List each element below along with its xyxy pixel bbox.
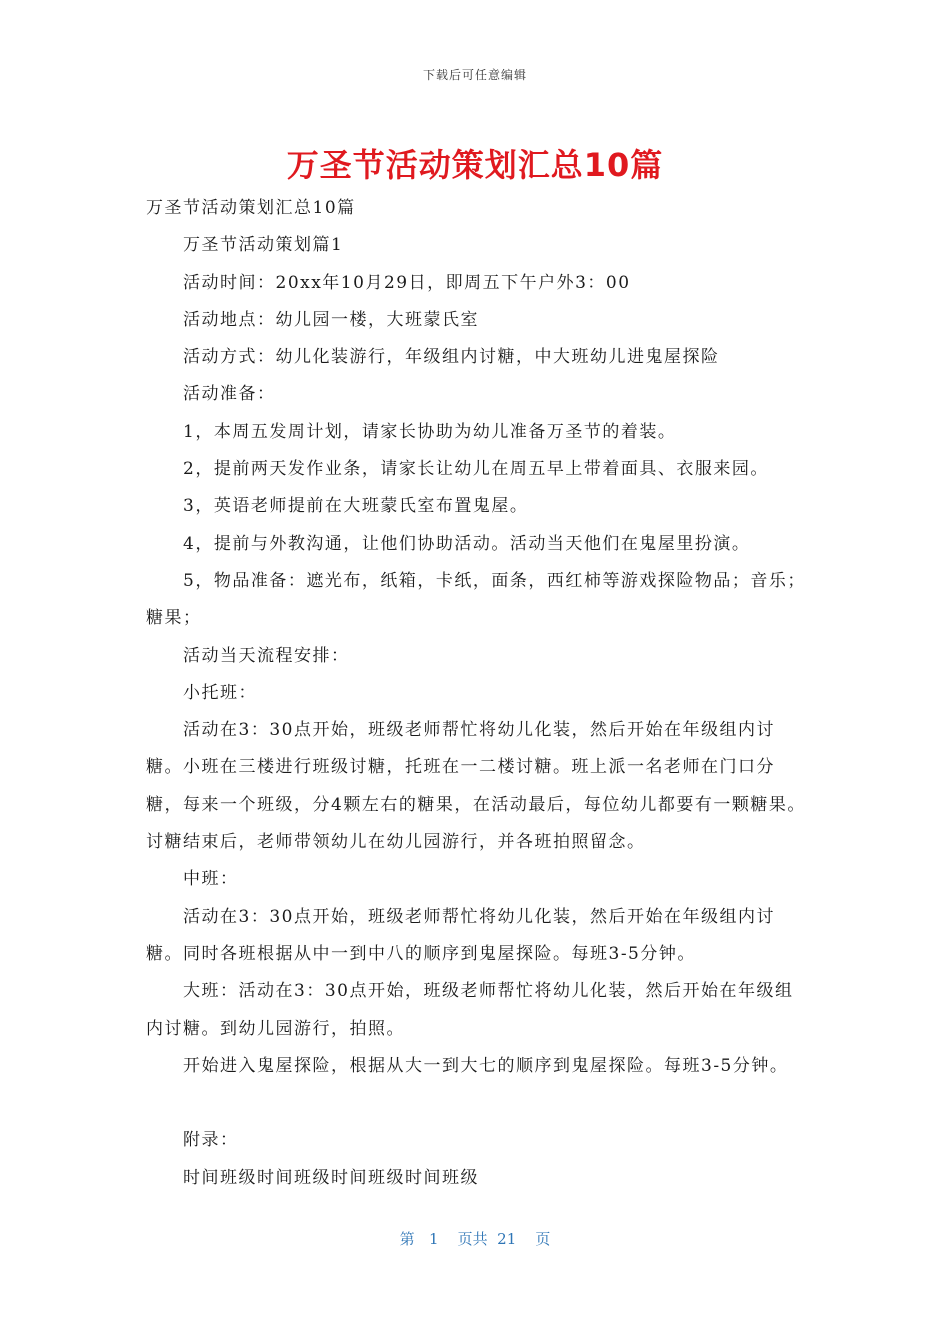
paragraph: 活动准备： <box>183 384 276 405</box>
header-note: 下载后可任意编辑 <box>422 68 527 82</box>
paragraph: 3，英语老师提前在大班蒙氏室布置鬼屋。 <box>183 496 529 517</box>
document-body <box>146 190 806 1197</box>
page-footer <box>0 1228 950 1249</box>
paragraph: 1，本周五发周计划，请家长协助为幼儿准备万圣节的着装。 <box>183 421 677 442</box>
paragraph: 时间班级时间班级时间班级时间班级 <box>183 1167 479 1188</box>
paragraph: 附录： <box>183 1130 239 1151</box>
footer-mid: 页共 <box>457 1230 488 1248</box>
paragraph: 活动在3：30点开始，班级老师帮忙将幼儿化装，然后开始在年级组内讨糖。小班在三楼进行班级讨糖，托班在一二楼讨糖。班上派一名老师在门口分糖，每来一个班级，分4颗左右的糖果，在活动最后，每位幼儿都要有一颗糖果。讨糖结束后，老师带领幼儿在幼儿园游行，并各班拍照留念。 <box>146 720 806 853</box>
paragraph: 活动在3：30点开始，班级老师帮忙将幼儿化装，然后开始在年级组内讨糖。同时各班根据从中一到中八的顺序到鬼屋探险。每班3-5分钟。 <box>146 906 775 964</box>
paragraph: 活动地点：幼儿园一楼，大班蒙氏室 <box>183 309 479 330</box>
total-pages-number: 21 <box>497 1230 517 1248</box>
paragraph: 大班：活动在3：30点开始，班级老师帮忙将幼儿化装，然后开始在年级组内讨糖。到幼儿园游行，拍照。 <box>146 981 794 1039</box>
paragraph: 万圣节活动策划汇总10篇 <box>146 198 356 218</box>
footer-prefix: 第 <box>399 1230 415 1248</box>
paragraph: 开始进入鬼屋探险，根据从大一到大七的顺序到鬼屋探险。每班3-5分钟。 <box>183 1055 789 1076</box>
paragraph: 活动方式：幼儿化装游行，年级组内讨糖，中大班幼儿进鬼屋探险 <box>183 347 720 368</box>
document-title: 万圣节活动策划汇总10篇 <box>286 146 664 184</box>
paragraph: 5，物品准备：遮光布，纸箱，卡纸，面条，西红柿等游戏探险物品；音乐；糖果； <box>146 570 806 629</box>
paragraph: 小托班： <box>183 682 257 703</box>
paragraph: 万圣节活动策划篇1 <box>183 235 344 256</box>
paragraph: 活动当天流程安排： <box>183 645 350 666</box>
blank-line <box>146 1085 806 1122</box>
current-page-number: 1 <box>428 1230 439 1248</box>
paragraph: 活动时间：20xx年10月29日，即周五下午户外3：00 <box>183 272 631 293</box>
paragraph: 2，提前两天发作业条，请家长让幼儿在周五早上带着面具、衣服来园。 <box>183 459 769 480</box>
footer-suffix: 页 <box>535 1230 551 1248</box>
paragraph: 4，提前与外教沟通，让他们协助活动。活动当天他们在鬼屋里扮演。 <box>183 533 751 554</box>
paragraph: 中班： <box>183 869 239 890</box>
